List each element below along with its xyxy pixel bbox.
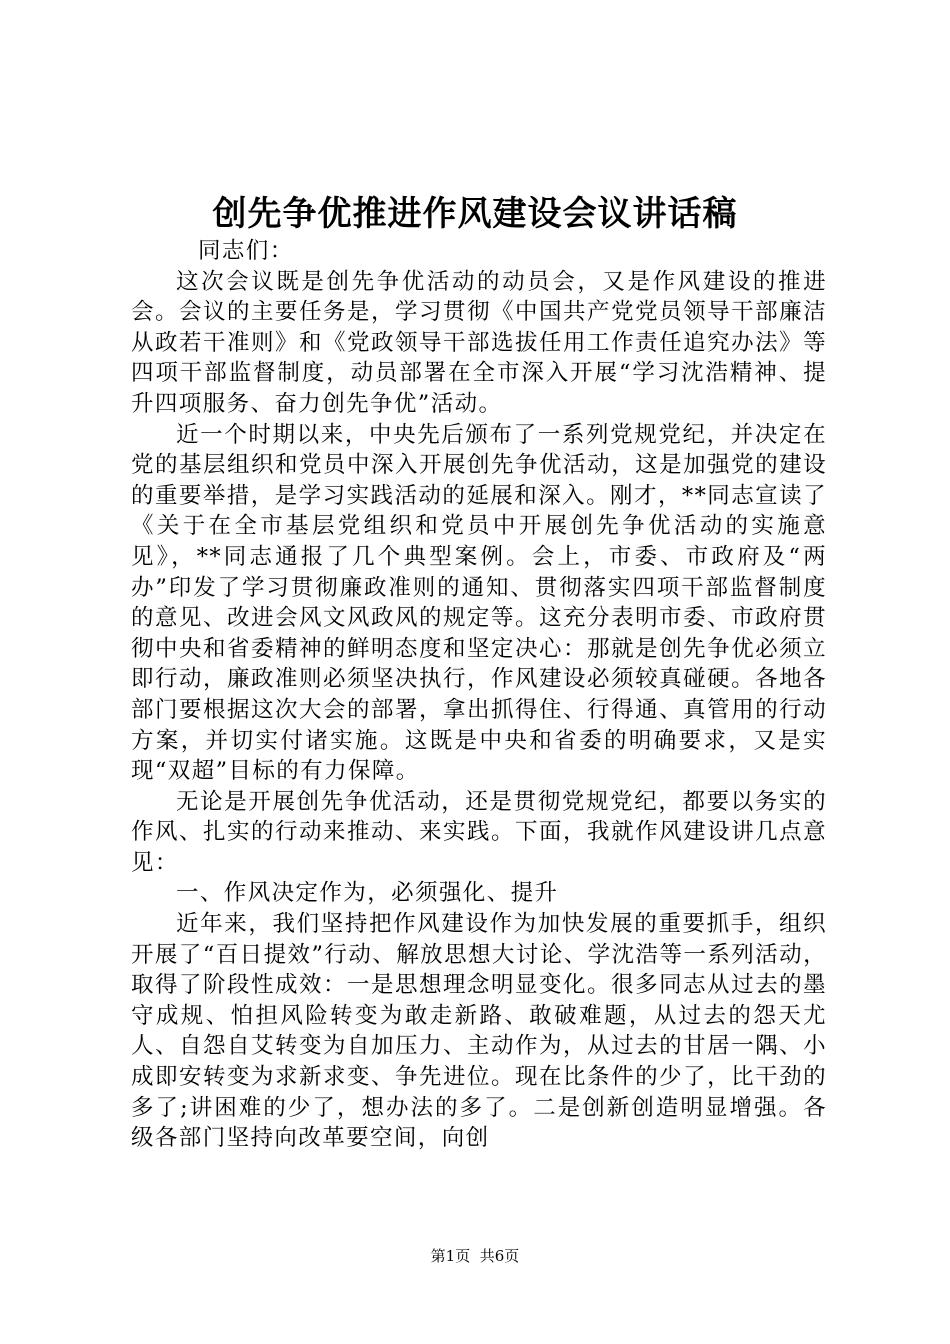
page-footer bbox=[0, 1245, 950, 1266]
paragraph: 这次会议既是创先争优活动的动员会，又是作风建设的推进会。会议的主要任务是，学习贯彻《中国共产党党员领导干部廉洁从政若干准则》和《党政领导干部选拔任用工作责任追究办法》等四项干部监督制度，动员部署在全市深入开展“学习沈浩精神、提升四项服务、奋力创先争优”活动。 bbox=[131, 268, 827, 417]
page-number: 第1页 bbox=[430, 1247, 471, 1265]
page-total: 共6页 bbox=[479, 1247, 520, 1265]
document-title: 创先争优推进作风建设会议讲话稿 bbox=[212, 194, 738, 234]
paragraph: 近年来，我们坚持把作风建设作为加快发展的重要抓手，组织开展了“百日提效”行动、解放思想大讨论、学沈浩等一系列活动，取得了阶段性成效：一是思想理念明显变化。很多同志从过去的墨守成规、怕担风险转变为敢走新路、敢破难题，从过去的怨天尤人、自怨自艾转变为自加压力、主动作为，从过去的甘居一隅、小成即安转变为求新求变、争先进位。现在比条件的少了，比干劲的多了;讲困难的少了，想办法的多了。二是创新创造明显增强。各级各部门坚持向改革要空间，向创 bbox=[131, 911, 827, 1152]
paragraph: 近一个时期以来，中央先后颁布了一系列党规党纪，并决定在党的基层组织和党员中深入开展创先争优活动，这是加强党的建设的重要举措，是学习实践活动的延展和深入。刚才，**同志宣读了《关于在全市基层党组织和党员中开展创先争优活动的实施意见》，**同志通报了几个典型案例。会上，市委、市政府及“两办”印发了学习贯彻廉政准则的通知、贯彻落实四项干部监督制度的意见、改进会风文风政风的规定等。这充分表明市委、市政府贯彻中央和省委精神的鲜明态度和坚定决心：那就是创先争优必须立即行动，廉政准则必须坚决执行，作风建设必须较真碰硬。各地各部门要根据这次大会的部署，拿出抓得住、行得通、真管用的行动方案，并切实付诸实施。这既是中央和省委的明确要求，又是实现“双超”目标的有力保障。 bbox=[131, 421, 827, 785]
paragraph: 无论是开展创先争优活动，还是贯彻党规党纪，都要以务实的作风、扎实的行动来推动、来实践。下面，我就作风建设讲几点意见： bbox=[131, 788, 827, 876]
document-body bbox=[131, 236, 827, 1154]
section-heading: 一、作风决定作为，必须强化、提升 bbox=[176, 880, 559, 907]
salutation: 同志们： bbox=[198, 238, 294, 264]
